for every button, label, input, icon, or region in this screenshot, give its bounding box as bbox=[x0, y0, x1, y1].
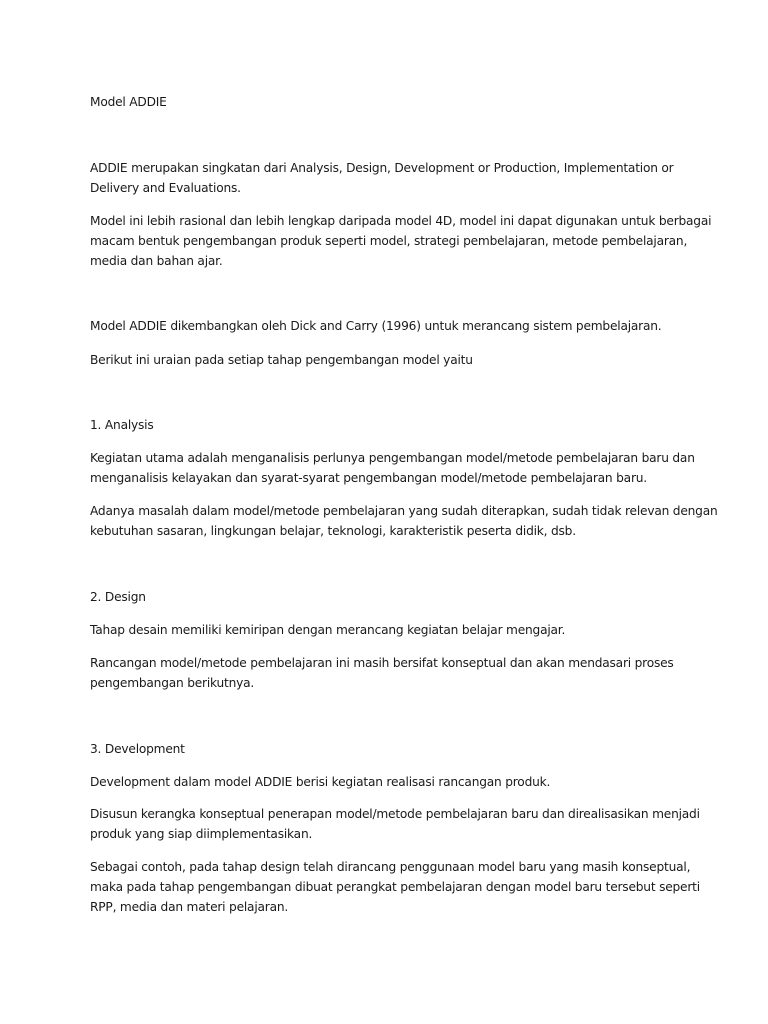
development-p2-line-2: produk yang siap diimplementasikan. bbox=[90, 827, 313, 841]
development-p2-line-1: Disusun kerangka konseptual penerapan model/metode pembelajaran baru dan direalisasikan menjadi bbox=[90, 807, 700, 821]
analysis-p2-line-2: kebutuhan sasaran, lingkungan belajar, teknologi, karakteristik peserta didik, dsb. bbox=[90, 524, 576, 538]
development-p3-line-3: RPP, media dan materi pelajaran. bbox=[90, 900, 289, 914]
intro-p1-line-1: ADDIE merupakan singkatan dari Analysis, Design, Development or Production, Implementation or bbox=[90, 161, 674, 175]
analysis-p1-line-2: menganalisis kelayakan dan syarat-syarat pengembangan model/metode pembelajaran baru. bbox=[90, 471, 647, 485]
design-p2-line-1: Rancangan model/metode pembelajaran ini masih bersifat konseptual dan akan mendasari proses bbox=[90, 656, 674, 670]
development-heading: 3. Development bbox=[90, 742, 185, 756]
development-p1-line-1: Development dalam model ADDIE berisi kegiatan realisasi rancangan produk. bbox=[90, 775, 551, 789]
analysis-p2-line-1: Adanya masalah dalam model/metode pembelajaran yang sudah diterapkan, sudah tidak relevan dengan bbox=[90, 504, 718, 518]
design-p1-line-1: Tahap desain memiliki kemiripan dengan merancang kegiatan belajar mengajar. bbox=[90, 623, 566, 637]
development-p3-line-2: maka pada tahap pengembangan dibuat perangkat pembelajaran dengan model baru tersebut seperti bbox=[90, 880, 700, 894]
development-p3-line-1: Sebagai contoh, pada tahap design telah dirancang penggunaan model baru yang masih konseptual, bbox=[90, 860, 691, 874]
intro-p3-line-1: Model ADDIE dikembangkan oleh Dick and Carry (1996) untuk merancang sistem pembelajaran. bbox=[90, 319, 662, 333]
intro-p2-line-3: media dan bahan ajar. bbox=[90, 254, 223, 268]
design-heading: 2. Design bbox=[90, 590, 146, 604]
intro-p1-line-2: Delivery and Evaluations. bbox=[90, 181, 241, 195]
document-title: Model ADDIE bbox=[90, 95, 167, 109]
intro-p2-line-2: macam bentuk pengembangan produk seperti model, strategi pembelajaran, metode pembelajaran, bbox=[90, 234, 688, 248]
design-p2-line-2: pengembangan berikutnya. bbox=[90, 676, 255, 690]
analysis-heading: 1. Analysis bbox=[90, 418, 154, 432]
analysis-p1-line-1: Kegiatan utama adalah menganalisis perlunya pengembangan model/metode pembelajaran baru dan bbox=[90, 451, 695, 465]
intro-p4-line-1: Berikut ini uraian pada setiap tahap pengembangan model yaitu bbox=[90, 353, 473, 367]
intro-p2-line-1: Model ini lebih rasional dan lebih lengkap daripada model 4D, model ini dapat digunakan untuk berbagai bbox=[90, 214, 712, 228]
